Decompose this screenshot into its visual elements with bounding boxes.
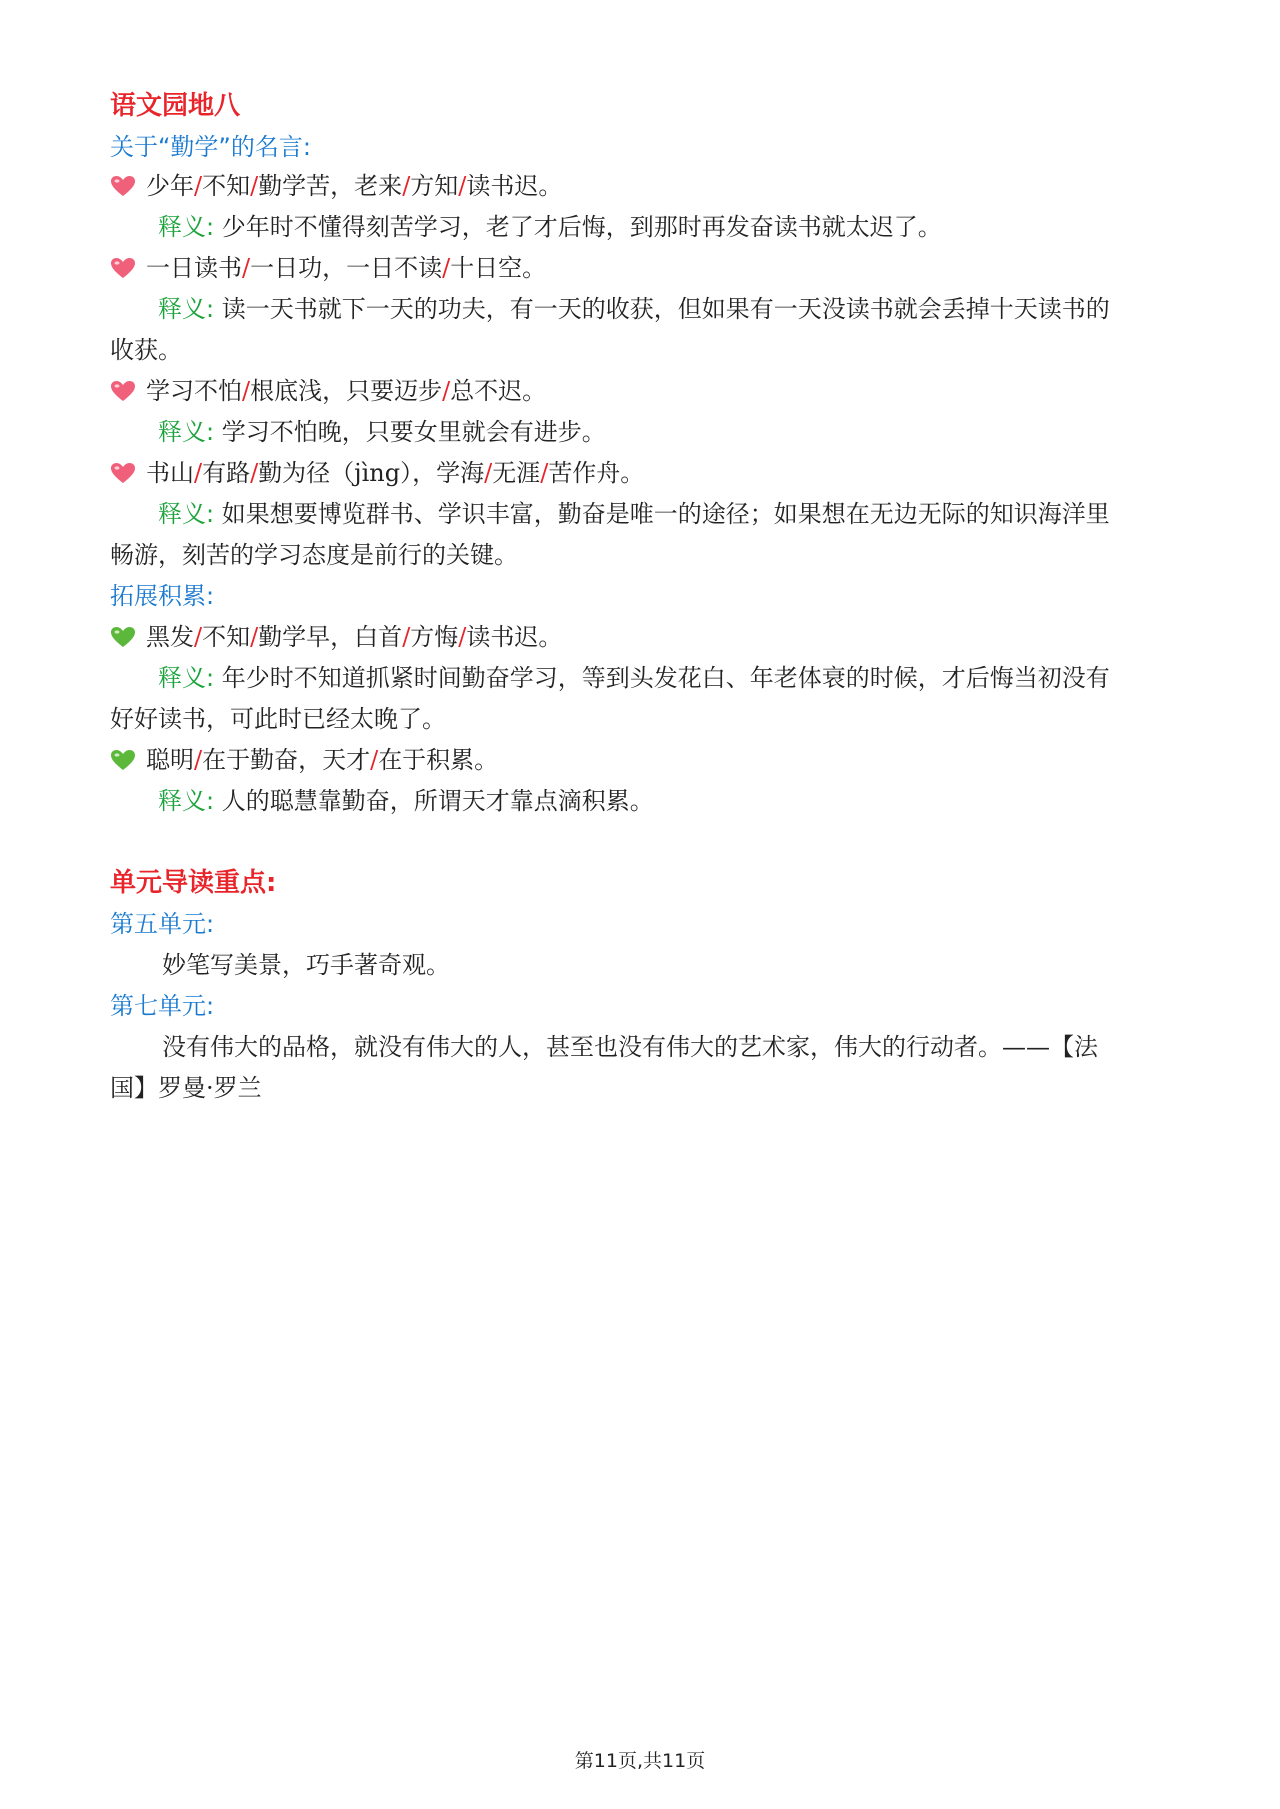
explanation-label: 释义: — [158, 500, 215, 528]
extended-item — [110, 737, 1180, 783]
unit7-heading: 第七单元: — [110, 992, 215, 1020]
quote-part: 勤为径（jìng），学海 — [258, 459, 485, 487]
quote-item — [110, 368, 1180, 414]
pause-slash: / — [250, 172, 259, 200]
explanation-text: 年少时不知道抓紧时间勤奋学习，等到头发花白、年老体衰的时候，才后悔当初没有 — [221, 664, 1110, 692]
explanation — [158, 286, 1228, 332]
quote-part: 聪明 — [146, 746, 194, 774]
explanation-text: 如果想要博览群书、学识丰富，勤奋是唯一的途径；如果想在无边无际的知识海洋里 — [221, 500, 1110, 528]
pause-slash: / — [194, 459, 203, 487]
explanation — [158, 655, 1228, 701]
quote-part: 根底浅，只要迈步 — [250, 377, 443, 405]
explanation — [158, 204, 1228, 250]
pink-heart-icon — [110, 257, 136, 279]
quote-part: 学习不怕 — [146, 377, 242, 405]
quote-part: 方知 — [410, 172, 459, 200]
pause-slash: / — [442, 377, 451, 405]
page-footer: 第11页,共11页 — [574, 1750, 706, 1772]
pause-slash: / — [540, 459, 549, 487]
unit7-text-continuation: 国】罗曼·罗兰 — [110, 1074, 262, 1102]
pink-heart-icon — [110, 175, 136, 197]
pause-slash: / — [402, 623, 411, 651]
quote-part: 一日读书 — [146, 254, 242, 282]
quote-part: 在于勤奋，天才 — [202, 746, 371, 774]
quote-part: 少年 — [146, 172, 194, 200]
section-heading-extended: 拓展积累: — [110, 582, 215, 610]
quote-part: 勤学早，白首 — [258, 623, 403, 651]
pause-slash: / — [250, 459, 259, 487]
quote-part: 有路 — [202, 459, 251, 487]
explanation — [158, 491, 1228, 537]
pink-heart-icon — [110, 380, 136, 402]
pause-slash: / — [442, 254, 451, 282]
quote-part: 一日功，一日不读 — [250, 254, 443, 282]
pause-slash: / — [194, 746, 203, 774]
section-heading-quotes: 关于“勤学”的名言: — [110, 133, 311, 161]
extended-item — [110, 614, 1180, 660]
quote-part: 无涯 — [492, 459, 541, 487]
green-heart-icon — [110, 749, 136, 771]
explanation-continuation: 好好读书，可此时已经太晚了。 — [110, 705, 446, 733]
explanation-continuation: 收获。 — [110, 336, 182, 364]
quote-part: 勤学苦，老来 — [258, 172, 403, 200]
pause-slash: / — [402, 172, 411, 200]
explanation — [158, 409, 1228, 455]
quote-part: 总不迟。 — [450, 377, 547, 405]
green-heart-icon — [110, 626, 136, 648]
unit5-text: 妙笔写美景，巧手著奇观。 — [162, 951, 450, 979]
quote-item — [110, 163, 1180, 209]
explanation-continuation: 畅游，刻苦的学习态度是前行的关键。 — [110, 541, 518, 569]
quote-part: 书山 — [146, 459, 194, 487]
pause-slash: / — [250, 623, 259, 651]
quote-part: 在于积累。 — [378, 746, 499, 774]
quote-item — [110, 450, 1180, 496]
page-title: 语文园地八 — [110, 91, 241, 121]
quote-part: 读书迟。 — [466, 172, 563, 200]
quote-part: 十日空。 — [450, 254, 547, 282]
quote-part: 不知 — [202, 172, 251, 200]
pause-slash: / — [194, 623, 203, 651]
explanation-label: 释义: — [158, 787, 215, 815]
pause-slash: / — [242, 254, 251, 282]
explanation-text: 学习不怕晚，只要女里就会有进步。 — [221, 418, 606, 446]
explanation-text: 少年时不懂得刻苦学习，老了才后悔，到那时再发奋读书就太迟了。 — [221, 213, 942, 241]
unit7-text: 没有伟大的品格，就没有伟大的人，甚至也没有伟大的艺术家，伟大的行动者。——【法 — [162, 1033, 1098, 1061]
quote-part: 苦作舟。 — [548, 459, 645, 487]
explanation-text: 读一天书就下一天的功夫，有一天的收获，但如果有一天没读书就会丢掉十天读书的 — [221, 295, 1110, 323]
explanation-text: 人的聪慧靠勤奋，所谓天才靠点滴积累。 — [221, 787, 654, 815]
pause-slash: / — [194, 172, 203, 200]
explanation — [158, 778, 1228, 824]
quote-part: 读书迟。 — [466, 623, 563, 651]
explanation-label: 释义: — [158, 295, 215, 323]
pause-slash: / — [484, 459, 493, 487]
quote-part: 方悔 — [410, 623, 459, 651]
explanation-label: 释义: — [158, 664, 215, 692]
pause-slash: / — [458, 623, 467, 651]
quote-part: 不知 — [202, 623, 251, 651]
pause-slash: / — [242, 377, 251, 405]
quote-part: 黑发 — [146, 623, 194, 651]
explanation-label: 释义: — [158, 213, 215, 241]
unit5-heading: 第五单元: — [110, 910, 215, 938]
quote-item — [110, 245, 1180, 291]
unit-guide-heading: 单元导读重点: — [110, 868, 277, 898]
pause-slash: / — [370, 746, 379, 774]
explanation-label: 释义: — [158, 418, 215, 446]
pink-heart-icon — [110, 462, 136, 484]
pause-slash: / — [458, 172, 467, 200]
